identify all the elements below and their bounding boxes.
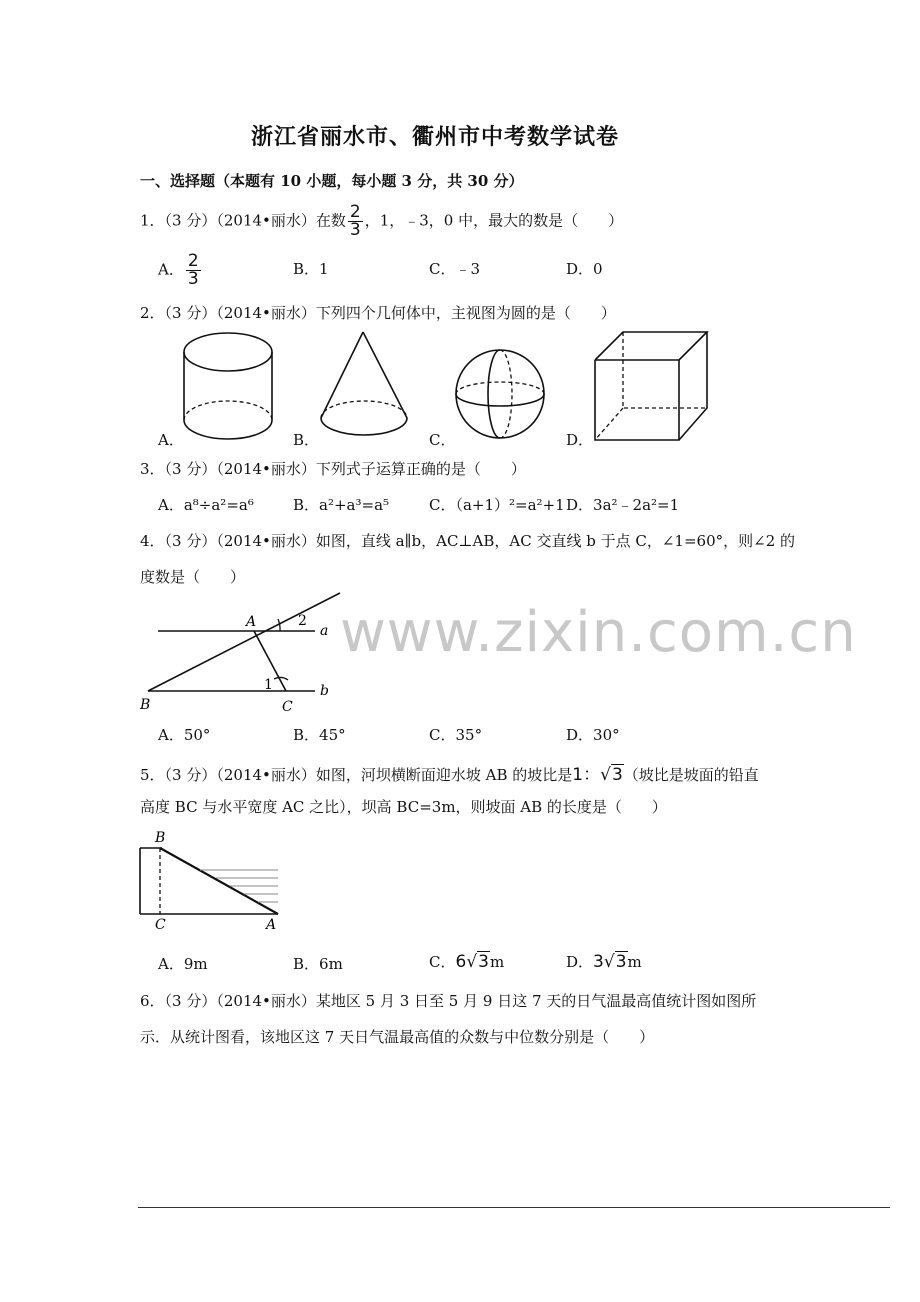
q5-option-a[interactable]: A．9m [158,955,208,973]
q2-option-b[interactable]: B． [293,431,320,449]
q4-option-c[interactable]: C．35° [429,726,483,744]
question-5-line-2: 高度 BC 与水平宽度 AC 之比），坝高 BC=3m，则坡面 AB 的长度是（ ） [140,798,667,816]
q2-option-c[interactable]: C． [429,431,456,449]
question-1 [140,202,624,240]
q5-option-c[interactable]: C．6√3m [429,952,505,972]
q3-option-d[interactable]: D．3a²﹣2a²=1 [566,496,680,514]
section-heading: 一、选择题（本题有 10 小题，每小题 3 分，共 30 分） [140,172,524,190]
label-point-a: A [246,614,257,630]
q3-option-a[interactable]: A．a⁸÷a²=a⁶ [158,496,254,514]
cube-figure [592,330,712,445]
q3-option-c[interactable]: C．（a+1）²=a²+1 [429,496,565,514]
question-5-line-1: 5．（3 分）（2014•丽水）如图，河坝横断面迎水坡 AB 的坡比是1：√3（坡比是坡面的铅直 [140,765,759,785]
label-line-a: a [320,623,329,639]
q2-option-a[interactable]: A． [158,431,184,449]
label-dam-c: C [155,917,166,933]
q5-option-d[interactable]: D．3√3m [566,952,642,972]
label-angle-1: 1 [264,677,273,693]
parallel-lines-figure [140,588,340,718]
q3-option-b[interactable]: B．a²+a³=a⁵ [293,496,390,514]
cylinder-figure [183,330,275,445]
question-4-line-2: 度数是（ ） [140,568,246,586]
label-point-b: B [140,697,151,713]
dam-cross-section-figure [138,828,288,933]
fraction-two-thirds-option: $\frac{2}{3}$ [187,251,199,289]
label-point-c: C [282,699,293,715]
fraction-two-thirds: $\frac{2}{3}$ [349,202,361,240]
slope-ratio: 1：√3 [572,765,623,785]
label-angle-2: 2 [298,613,307,629]
q5-option-b[interactable]: B．6m [293,955,343,973]
question-1-suffix: ，1，﹣3，0 中，最大的数是（ ） [364,211,624,230]
label-dam-b: B [155,830,166,846]
question-3: 3．（3 分）（2014•丽水）下列式子运算正确的是（ ） [140,460,526,478]
watermark: www.zixin.com.cn [340,600,857,665]
cone-figure [318,330,410,445]
q1-option-c[interactable]: C．﹣3 [429,260,481,278]
q4-option-a[interactable]: A．50° [158,726,211,744]
q1-option-b[interactable]: B．1 [293,260,329,278]
page-title: 浙江省丽水市、衢州市中考数学试卷 [250,124,619,150]
question-2: 2．（3 分）（2014•丽水）下列四个几何体中，主视图为圆的是（ ） [140,304,616,322]
question-6-line-2: 示．从统计图看，该地区这 7 天日气温最高值的众数与中位数分别是（ ） [140,1028,655,1046]
question-6-line-1: 6．（3 分）（2014•丽水）某地区 5 月 3 日至 5 月 9 日这 7 天的日气温最高值统计图如图所 [140,992,757,1010]
question-4-line-1: 4．（3 分）（2014•丽水）如图，直线 a∥b，AC⊥AB，AC 交直线 b 于点 C，∠1=60°，则∠2 的 [140,532,796,550]
q4-option-b[interactable]: B．45° [293,726,346,744]
label-dam-a: A [266,917,277,933]
sphere-figure [454,348,549,443]
question-1-prefix: 1．（3 分）（2014•丽水）在数 [140,211,346,230]
footer-divider [138,1207,890,1208]
q1-option-a[interactable]: A． $\frac{2}{3}$ [158,251,199,289]
label-line-b: b [320,683,329,699]
q4-option-d[interactable]: D．30° [566,726,620,744]
q1-option-d[interactable]: D．0 [566,260,603,278]
q2-option-d[interactable]: D． [566,431,594,449]
